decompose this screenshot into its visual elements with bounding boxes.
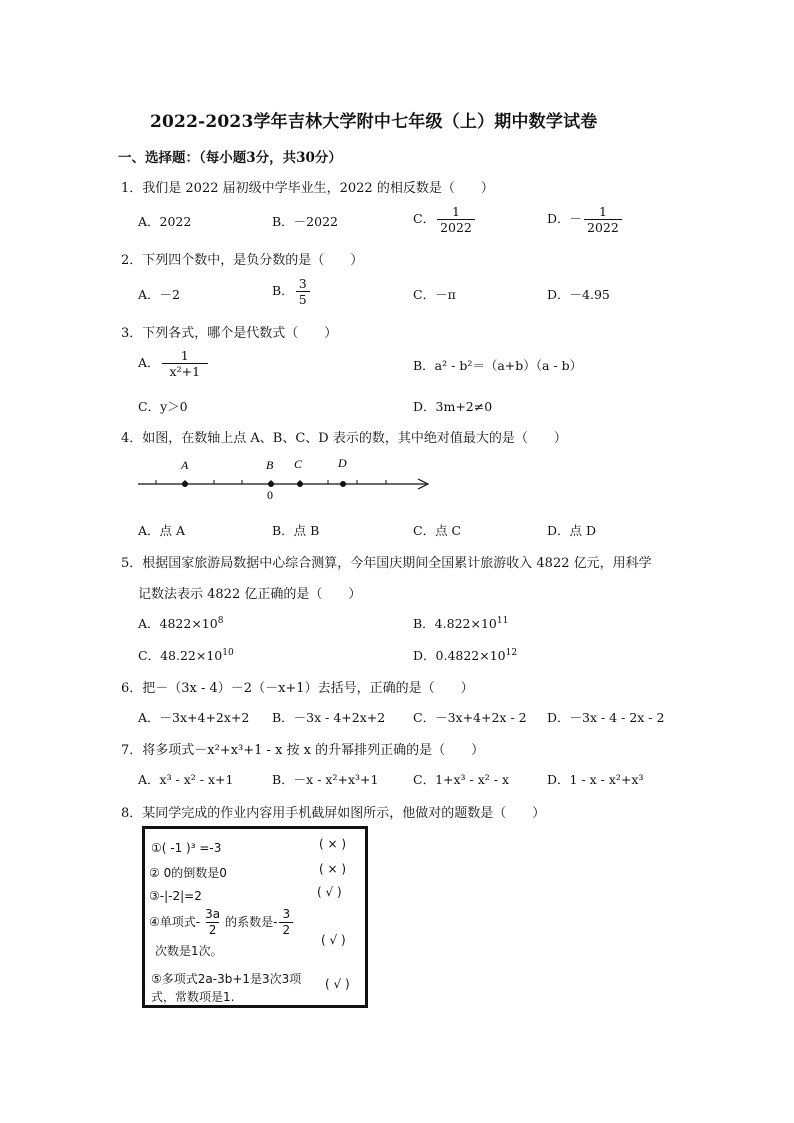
q6-option-d[interactable]: D．－3x - 4 - 2x - 2 xyxy=(547,710,665,725)
q1-d-den: 2022 xyxy=(584,219,622,235)
q5-b-exp: 11 xyxy=(496,615,509,626)
hw-item-4 xyxy=(149,907,295,938)
q1-d-num: 1 xyxy=(598,204,607,219)
q1-c-fraction xyxy=(437,204,475,235)
label-zero: 0 xyxy=(267,488,273,502)
q6-option-a[interactable]: A．－3x+4+2x+2 xyxy=(138,710,250,725)
q3-a-num: 1 xyxy=(180,348,189,363)
q2-option-b[interactable] xyxy=(272,276,312,307)
q5-d-base: D．0.4822×10 xyxy=(413,648,506,663)
question-5-stem-line1: 5．根据国家旅游局数据中心综合测算，今年国庆期间全国累计旅游收入 4822 亿元，用科学 xyxy=(121,556,652,571)
q6-option-c[interactable]: C．－3x+4+2x - 2 xyxy=(413,710,527,725)
q5-option-c[interactable] xyxy=(138,646,234,664)
hw-item-5-line2: 式，常数项是1. xyxy=(151,990,235,1004)
hw-item-1: ①( -1 )³ =-3 xyxy=(151,841,222,855)
q7-option-d[interactable]: D．1 - x - x²+x³ xyxy=(547,772,644,787)
q4-option-d[interactable]: D．点 D xyxy=(547,523,597,538)
hw-mark-4: ( √ ) xyxy=(321,933,346,947)
q4-option-c[interactable]: C．点 C xyxy=(413,523,462,538)
question-2-stem: 2．下列四个数中，是负分数的是（ ） xyxy=(121,253,364,268)
q5-option-a[interactable] xyxy=(138,614,223,632)
label-a: A xyxy=(181,458,189,472)
hw-frac1-den: 2 xyxy=(206,922,220,938)
number-line-figure xyxy=(130,452,440,504)
q5-a-base: A．4822×10 xyxy=(138,616,218,631)
label-d: D xyxy=(338,456,347,470)
question-5-stem-line2: 记数法表示 4822 亿正确的是（ ） xyxy=(138,587,362,602)
q5-b-base: B．4.822×10 xyxy=(413,616,497,631)
q6-option-b[interactable]: B．－3x - 4+2x+2 xyxy=(272,710,386,725)
q5-option-d[interactable] xyxy=(413,646,517,664)
q1-d-prefix: D．－ xyxy=(547,211,583,226)
hw-item-2: ② 0的倒数是0 xyxy=(149,866,227,880)
hw-mark-3: ( √ ) xyxy=(317,885,342,899)
hw-mark-1: ( × ) xyxy=(319,837,347,851)
hw-item-5: ⑤多项式2a-3b+1是3次3项 xyxy=(151,972,302,986)
hw-item-4-prefix: ④单项式- xyxy=(149,915,201,929)
point-b-dot xyxy=(268,481,274,487)
q1-option-b[interactable]: B．－2022 xyxy=(272,214,338,229)
q3-a-fraction xyxy=(162,348,209,379)
question-8-stem: 8．某同学完成的作业内容用手机截屏如图所示，他做对的题数是（ ） xyxy=(121,806,546,821)
q2-b-den: 5 xyxy=(296,291,310,307)
q5-c-exp: 10 xyxy=(222,647,234,658)
hw-frac1-num: 3a xyxy=(205,907,221,921)
hw-frac2-den: 2 xyxy=(279,922,293,938)
hw-frac2-num: 3 xyxy=(282,907,291,921)
q1-option-c[interactable] xyxy=(413,204,477,235)
point-d-dot xyxy=(340,481,346,487)
hw-item-4-frac1 xyxy=(202,907,223,938)
q1-option-a[interactable]: A．2022 xyxy=(138,214,192,229)
q3-option-a[interactable] xyxy=(138,348,210,379)
label-b: B xyxy=(266,458,274,472)
section-heading: 一、选择题：（每小题3分，共30分） xyxy=(118,150,342,166)
question-3-stem: 3．下列各式，哪个是代数式（ ） xyxy=(121,326,338,341)
q3-option-c[interactable]: C．y＞0 xyxy=(138,399,188,414)
question-4-stem: 4．如图，在数轴上点 A、B、C、D 表示的数，其中绝对值最大的是（ ） xyxy=(121,431,567,446)
q7-option-b[interactable]: B．－x - x²+x³+1 xyxy=(272,772,379,787)
q1-c-den: 2022 xyxy=(437,219,475,235)
homework-screenshot xyxy=(142,826,368,1008)
label-c: C xyxy=(294,457,303,471)
hw-mark-2: ( × ) xyxy=(319,862,347,876)
q5-c-base: C．48.22×10 xyxy=(138,648,223,663)
hw-item-4-line2: 次数是1次。 xyxy=(155,944,223,958)
q2-option-c[interactable]: C．－π xyxy=(413,287,456,302)
q2-option-a[interactable]: A．－2 xyxy=(138,287,180,302)
page-title: 2022-2023学年吉林大学附中七年级（上）期中数学试卷 xyxy=(150,112,598,132)
point-a-dot xyxy=(182,481,188,487)
question-1-stem: 1．我们是 2022 届初级中学毕业生，2022 的相反数是（ ） xyxy=(121,181,494,196)
question-7-stem: 7．将多项式－x²+x³+1 - x 按 x 的升幂排列正确的是（ ） xyxy=(121,743,485,758)
q1-d-fraction xyxy=(584,204,622,235)
question-6-stem: 6．把－（3x - 4）－2（－x+1）去括号，正确的是（ ） xyxy=(121,681,474,696)
q1-option-d[interactable] xyxy=(547,204,624,235)
q3-a-den: x²+1 xyxy=(162,363,209,379)
q2-b-num: 3 xyxy=(298,276,307,291)
q5-d-exp: 12 xyxy=(505,647,518,658)
q3-a-prefix: A． xyxy=(138,355,160,370)
q1-c-num: 1 xyxy=(452,204,460,219)
q3-option-d[interactable]: D．3m+2≠0 xyxy=(413,399,493,414)
q7-option-a[interactable]: A．x³ - x² - x+1 xyxy=(138,772,234,787)
q2-b-fraction xyxy=(296,276,310,307)
hw-item-3: ③-|-2|=2 xyxy=(149,889,202,903)
hw-item-4-frac2 xyxy=(279,907,293,938)
q4-option-a[interactable]: A．点 A xyxy=(138,523,186,538)
q5-a-exp: 8 xyxy=(217,615,224,626)
q4-option-b[interactable]: B．点 B xyxy=(272,523,320,538)
point-c-dot xyxy=(297,481,303,487)
q7-option-c[interactable]: C．1+x³ - x² - x xyxy=(413,772,510,787)
q1-c-prefix: C． xyxy=(413,211,436,226)
hw-mark-5: ( √ ) xyxy=(325,977,350,991)
q3-option-b[interactable]: B．a² - b²＝（a+b）（a - b） xyxy=(413,358,583,373)
hw-item-4-mid: 的系数是- xyxy=(225,915,278,929)
q2-option-d[interactable]: D．－4.95 xyxy=(547,287,610,302)
q2-b-prefix: B． xyxy=(272,283,294,298)
q5-option-b[interactable] xyxy=(413,614,508,632)
